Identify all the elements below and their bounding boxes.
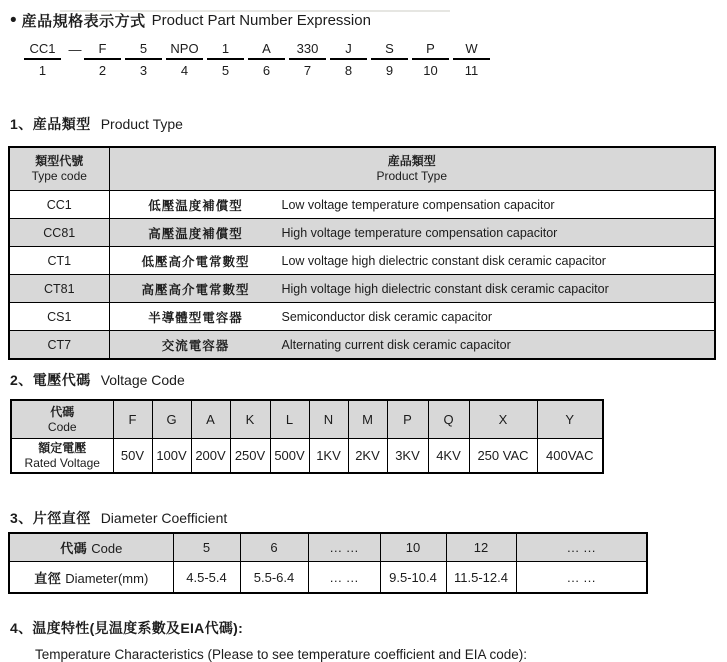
segment-code: J <box>330 41 367 60</box>
voltage-code-cell: L <box>270 400 309 439</box>
page-title <box>10 10 727 31</box>
segment-code: 1 <box>207 41 244 60</box>
voltage-code-cell: K <box>230 400 270 439</box>
part-number-segment <box>24 41 61 78</box>
type-code-cell: CT7 <box>9 331 109 360</box>
header-type-code-zh: 類型代號 <box>35 154 84 168</box>
part-number-segment <box>371 41 408 78</box>
part-number-segment <box>453 41 490 78</box>
section-heading-voltage-code <box>10 370 727 390</box>
diameter-table <box>8 532 648 594</box>
segment-code: F <box>84 41 121 60</box>
product-type-cell <box>109 219 715 247</box>
voltage-value-cell: 50V <box>113 439 152 474</box>
voltage-code-cell: Q <box>428 400 469 439</box>
voltage-code-label-zh: 代碼 <box>50 404 75 419</box>
section-heading-diameter <box>10 508 727 528</box>
section-heading-en: Voltage Code <box>100 372 185 388</box>
product-type-cell <box>109 191 715 219</box>
type-code-cell: CT81 <box>9 275 109 303</box>
voltage-value-cell: 250V <box>230 439 270 474</box>
scan-artifact-line <box>60 10 450 12</box>
voltage-code-cell: F <box>113 400 152 439</box>
header-product-type-cell <box>109 147 715 191</box>
product-type-en: Alternating current disk ceramic capacitor <box>281 337 511 352</box>
diameter-value-cell: 11.5-12.4 <box>446 562 516 594</box>
diameter-value-cell: 5.5-6.4 <box>240 562 308 594</box>
diameter-label-en: Diameter(mm) <box>65 570 149 586</box>
voltage-value-cell: 2KV <box>348 439 387 474</box>
segment-number: 10 <box>423 63 438 78</box>
diameter-value-cell: 9.5-10.4 <box>380 562 446 594</box>
voltage-value-cell: 250 VAC <box>469 439 537 474</box>
section-heading-temperature: 4、温度特性(見温度系數及EIA代碼): <box>10 620 244 636</box>
part-number-segment <box>207 41 244 78</box>
voltage-value-cell: 4KV <box>428 439 469 474</box>
segment-code: 330 <box>289 41 326 60</box>
segment-number: 11 <box>464 63 479 78</box>
voltage-header-row <box>11 400 603 439</box>
diameter-code-cell: 12 <box>446 533 516 562</box>
product-type-en: High voltage high dielectric constant disk ceramic capacitor <box>281 281 609 296</box>
table-row <box>9 303 715 331</box>
product-type-en: Low voltage high dielectric constant disk ceramic capacitor <box>281 253 606 268</box>
table-row <box>9 191 715 219</box>
product-type-cell <box>109 247 715 275</box>
section-heading-product-type <box>10 114 727 134</box>
diameter-value-cell: … … <box>516 562 647 594</box>
diameter-code-label-en: Code <box>91 541 123 556</box>
diameter-label-zh: 直徑 <box>34 570 62 586</box>
table-row <box>9 247 715 275</box>
header-type-code-en: Type code <box>31 169 87 183</box>
section-heading-en: Diameter Coefficient <box>100 510 228 526</box>
voltage-code-label-en: Code <box>47 419 77 434</box>
diameter-label-cell <box>9 562 173 594</box>
part-number-segment <box>84 41 121 78</box>
segment-number: 3 <box>139 63 148 78</box>
page-title-en: Product Part Number Expression <box>151 12 371 29</box>
product-type-cell <box>109 275 715 303</box>
diameter-value-row <box>9 562 647 594</box>
rated-voltage-label-zh: 額定電壓 <box>38 440 87 455</box>
product-type-zh: 低壓温度補償型 <box>148 198 243 213</box>
header-type-code-cell <box>9 147 109 191</box>
table-row <box>9 275 715 303</box>
diameter-value-cell: 4.5-5.4 <box>173 562 240 594</box>
table-row <box>9 331 715 360</box>
segment-number: 6 <box>262 63 271 78</box>
diameter-value-cell: … … <box>308 562 380 594</box>
voltage-code-cell: G <box>152 400 191 439</box>
voltage-code-table <box>10 399 604 474</box>
table-row <box>9 219 715 247</box>
segment-number: 2 <box>98 63 107 78</box>
diameter-header-row <box>9 533 647 562</box>
product-type-en: Semiconductor disk ceramic capacitor <box>281 309 492 324</box>
type-code-cell: CT1 <box>9 247 109 275</box>
diameter-code-label-zh: 代碼 <box>60 541 88 556</box>
segment-number: 8 <box>344 63 353 78</box>
segment-code: S <box>371 41 408 60</box>
voltage-value-cell: 200V <box>191 439 230 474</box>
section-heading-zh: 2、電壓代碼 <box>10 372 91 388</box>
product-type-en: Low voltage temperature compensation capacitor <box>281 197 555 212</box>
segment-code: 5 <box>125 41 162 60</box>
part-number-segment <box>330 41 367 78</box>
product-type-cell <box>109 303 715 331</box>
segment-code: NPO <box>166 41 203 60</box>
voltage-code-label-cell <box>11 400 113 439</box>
header-product-type-en: Product Type <box>376 169 447 183</box>
product-type-zh: 高壓温度補償型 <box>148 226 243 241</box>
segment-number: 4 <box>180 63 189 78</box>
voltage-code-cell: M <box>348 400 387 439</box>
header-product-type-zh: 産品類型 <box>387 154 436 168</box>
product-type-zh: 高壓高介電常數型 <box>141 282 250 297</box>
type-code-cell: CC81 <box>9 219 109 247</box>
product-type-en: High voltage temperature compensation capacitor <box>281 225 558 240</box>
page-title-zh: 産品規格表示方式 <box>21 13 146 30</box>
section-heading-zh: 3、片徑直徑 <box>10 510 91 526</box>
part-number-dash: — <box>68 42 81 57</box>
part-number-segment <box>166 41 203 78</box>
segment-code: P <box>412 41 449 60</box>
diameter-code-label-cell <box>9 533 173 562</box>
product-type-zh: 半導體型電容器 <box>148 310 243 325</box>
voltage-value-cell: 100V <box>152 439 191 474</box>
diameter-code-cell: 6 <box>240 533 308 562</box>
part-number-segment <box>248 41 285 78</box>
voltage-code-cell: X <box>469 400 537 439</box>
segment-number: 1 <box>38 63 47 78</box>
segment-code: A <box>248 41 285 60</box>
product-type-zh: 低壓高介電常數型 <box>141 254 250 269</box>
section-heading-zh: 1、産品類型 <box>10 116 91 132</box>
type-code-cell: CS1 <box>9 303 109 331</box>
rated-voltage-label-cell <box>11 439 113 474</box>
voltage-code-cell: A <box>191 400 230 439</box>
voltage-value-cell: 1KV <box>309 439 348 474</box>
segment-code: CC1 <box>24 41 61 60</box>
voltage-value-cell: 400VAC <box>537 439 603 474</box>
part-number-row <box>24 41 727 78</box>
diameter-code-cell: … … <box>308 533 380 562</box>
voltage-code-cell: N <box>309 400 348 439</box>
rated-voltage-label-en: Rated Voltage <box>24 455 100 470</box>
type-code-cell: CC1 <box>9 191 109 219</box>
segment-number: 5 <box>221 63 230 78</box>
voltage-code-cell: Y <box>537 400 603 439</box>
voltage-value-cell: 500V <box>270 439 309 474</box>
diameter-code-cell: … … <box>516 533 647 562</box>
product-type-cell <box>109 331 715 360</box>
product-type-zh: 交流電容器 <box>161 338 230 353</box>
part-number-segment <box>289 41 326 78</box>
segment-code: W <box>453 41 490 60</box>
voltage-value-row <box>11 439 603 474</box>
section-heading-en: Product Type <box>100 116 183 132</box>
diameter-code-cell: 5 <box>173 533 240 562</box>
voltage-code-cell: P <box>387 400 428 439</box>
part-number-segment <box>125 41 162 78</box>
bullet-icon: • <box>10 10 17 31</box>
voltage-value-cell: 3KV <box>387 439 428 474</box>
part-number-segment <box>412 41 449 78</box>
temperature-characteristics-text: Temperature Characteristics (Please to see temperature coefficient and EIA code): <box>35 647 527 662</box>
segment-number: 9 <box>385 63 394 78</box>
product-type-table <box>8 146 716 360</box>
diameter-code-cell: 10 <box>380 533 446 562</box>
segment-number: 7 <box>303 63 312 78</box>
product-type-header-row <box>9 147 715 191</box>
